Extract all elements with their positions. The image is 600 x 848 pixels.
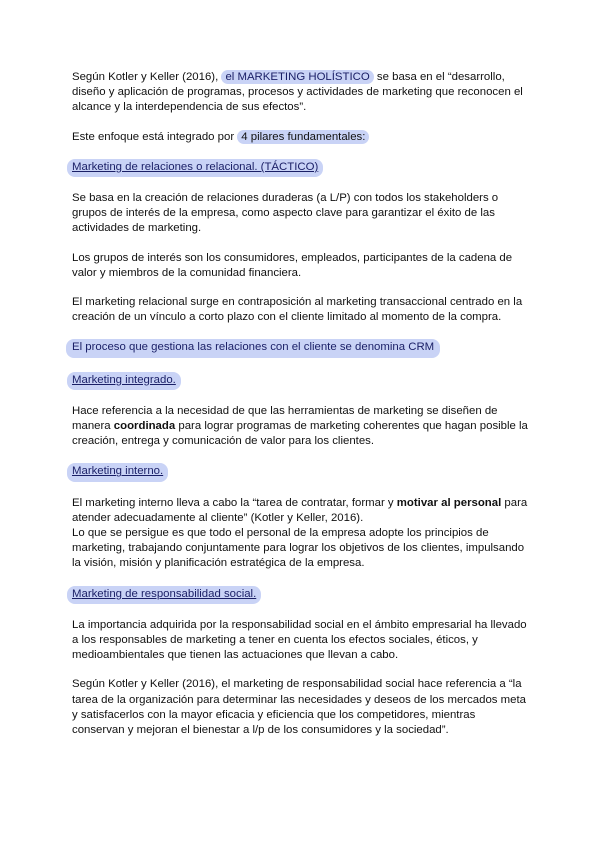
social-paragraph-1: La importancia adquirida por la responsabilidad social en el ámbito empresarial ha llevado a los responsables de marketing a tener en cuenta los efectos sociales, éticos, y medioambientales que tienen las actuaciones que llevan a cabo.: [72, 618, 527, 662]
section-heading-integrated: [72, 372, 530, 390]
integrated-bold: coordinada: [113, 420, 176, 433]
relational-paragraph-3: El marketing relacional surge en contraposición al marketing transaccional centrado en la creación de un vínculo a corto plazo con el cliente limitado al momento de la compra.: [72, 296, 523, 324]
internal-paragraph-1: [72, 496, 530, 526]
integrated-text-post: para lograr programas de marketing coherentes que hagan posible la creación, entrega y comunicación de valor para los clientes.: [72, 420, 528, 448]
relational-paragraph-1: Se basa en la creación de relaciones duraderas (a L/P) con todos los stakeholders o grupos de interés de la empresa, como aspecto clave para garantizar el éxito de las actividades de marketing.: [72, 192, 499, 235]
crm-highlight: El proceso que gestiona las relaciones con el cliente se denomina CRM: [66, 339, 440, 357]
heading-social-link[interactable]: Marketing de responsabilidad social.: [67, 586, 261, 604]
internal-paragraph-2: Lo que se persigue es que todo el personal de la empresa adopte los principios de marketing, trabajando conjuntamente para lograr los objetivos de los clientes, impulsando la visión, misión y planificación estratégica de la empresa.: [72, 527, 525, 570]
social-paragraph-2: Según Kotler y Keller (2016), el marketing de responsabilidad social hace referencia a “la tarea de la organización para determinar las necesidades y deseos de los mercados meta y satisfacerlos con la mayor eficacia y eficiencia que los competidores, mientras conservan y mejoran el bienestar a l/p de los consumidores y la sociedad”.: [72, 678, 526, 737]
internal-text-pre: El marketing interno lleva a cabo la “tarea de contratar, formar y: [72, 496, 397, 509]
crm-line: [72, 339, 530, 357]
pillars-paragraph: [72, 130, 530, 145]
document-body: [72, 70, 530, 738]
intro-text-pre: Según Kotler y Keller (2016),: [72, 71, 222, 83]
pillars-highlight: 4 pilares fundamentales:: [237, 130, 369, 144]
relational-paragraph-2: Los grupos de interés son los consumidores, empleados, participantes de la cadena de valor y miembros de la comunidad financiera.: [72, 251, 513, 279]
integrated-paragraph: [72, 404, 530, 450]
intro-text-post: se basa en el “desarrollo, diseño y aplicación de programas, procesos y actividades de marketing que reconocen el alcance y la interdependencia de sus efectos”.: [72, 71, 523, 114]
pillars-text-pre: Este enfoque está integrado por: [72, 130, 238, 143]
section-heading-relational: [72, 159, 530, 177]
section-heading-internal: [72, 463, 530, 481]
integrated-text-pre: Hace referencia a la necesidad de que las herramientas de marketing se diseñen de manera: [72, 404, 498, 433]
intro-highlight: el MARKETING HOLÍSTICO: [221, 70, 373, 84]
section-heading-social: [72, 586, 530, 604]
internal-bold: motivar al personal: [396, 496, 502, 509]
heading-integrated-link[interactable]: Marketing integrado.: [67, 372, 181, 390]
heading-internal-link[interactable]: Marketing interno.: [67, 463, 168, 481]
internal-text-post: para atender adecuadamente al cliente” (Kotler y Keller, 2016).: [72, 496, 528, 524]
intro-paragraph: [72, 70, 530, 116]
heading-relational-link[interactable]: Marketing de relaciones o relacional. (TÁCTICO): [67, 159, 323, 177]
